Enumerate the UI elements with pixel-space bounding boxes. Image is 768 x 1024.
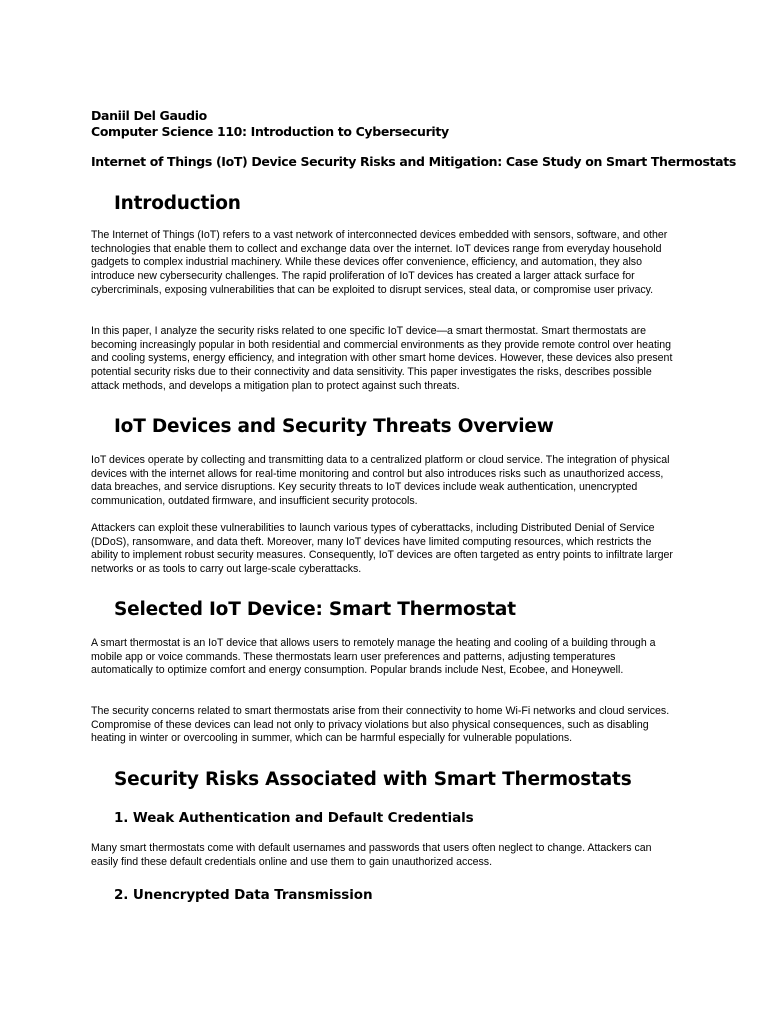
paper-title: Internet of Things (IoT) Device Security Risks and Mitigation: Case Study on Smart Thermostats: [91, 154, 736, 169]
overview-heading: IoT Devices and Security Threats Overview: [114, 416, 554, 437]
course-name: Computer Science 110: Introduction to Cybersecurity: [91, 124, 449, 139]
selected-device-paragraph-1: A smart thermostat is an IoT device that allows users to remotely manage the heating and cooling of a building through a mobile app or voice commands. These thermostats learn user preferences and patterns, adjusting temperatures automatically to optimize comfort and energy consumption. Popular brands include Nest, Ecobee, and Honeywell.: [91, 637, 656, 677]
weak-authentication-paragraph: Many smart thermostats come with default usernames and passwords that users often neglect to change. Attackers can easily find these default credentials online and use them to gain unauthorized access.: [91, 842, 652, 868]
selected-device-heading: Selected IoT Device: Smart Thermostat: [114, 599, 516, 620]
author-name: Daniil Del Gaudio: [91, 108, 207, 123]
introduction-paragraph-1: The Internet of Things (IoT) refers to a vast network of interconnected devices embedded with sensors, software, and other technologies that enable them to collect and exchange data over the internet. IoT devices range from everyday household gadgets to complex industrial machinery. While these devices offer convenience, efficiency, and automation, they also introduce new cybersecurity challenges. The rapid proliferation of IoT devices has created a larger attack surface for cybercriminals, exposing vulnerabilities that can be exploited to disrupt services, steal data, or compromise user privacy.: [91, 229, 668, 296]
introduction-paragraph-2: In this paper, I analyze the security risks related to one specific IoT device—a smart thermostat. Smart thermostats are becoming increasingly popular in both residential and commercial environments as they provide remote control over heating and cooling systems, energy efficiency, and integration with other smart home devices. However, these devices also present potential security risks due to their connectivity and data sensitivity. This paper investigates the risks, describes possible attack methods, and develops a mitigation plan to protect against such threats.: [91, 325, 673, 392]
overview-paragraph-2: Attackers can exploit these vulnerabilities to launch various types of cyberattacks, including Distributed Denial of Service (DDoS), ransomware, and data theft. Moreover, many IoT devices have limited computing resources, which restricts the ability to implement robust security measures. Consequently, IoT devices are often targeted as entry points to infiltrate larger networks or as tools to carry out large-scale cyberattacks.: [91, 522, 673, 576]
introduction-heading: Introduction: [114, 193, 241, 214]
security-risks-heading: Security Risks Associated with Smart Thermostats: [114, 769, 632, 790]
unencrypted-transmission-heading: 2. Unencrypted Data Transmission: [114, 887, 373, 903]
selected-device-paragraph-2: The security concerns related to smart thermostats arise from their connectivity to home Wi-Fi networks and cloud services. Compromise of these devices can lead not only to privacy violations but also physical consequences, such as disabling heating in winter or overcooling in summer, which can be harmful especially for vulnerable populations.: [91, 705, 670, 745]
overview-paragraph-1: IoT devices operate by collecting and transmitting data to a centralized platform or cloud service. The integration of physical devices with the internet allows for real-time monitoring and control but also introduces risks such as unauthorized access, data breaches, and service disruptions. Key security threats to IoT devices include weak authentication, unencrypted communication, outdated firmware, and insufficient security protocols.: [91, 454, 670, 508]
weak-authentication-heading: 1. Weak Authentication and Default Credentials: [114, 810, 474, 826]
